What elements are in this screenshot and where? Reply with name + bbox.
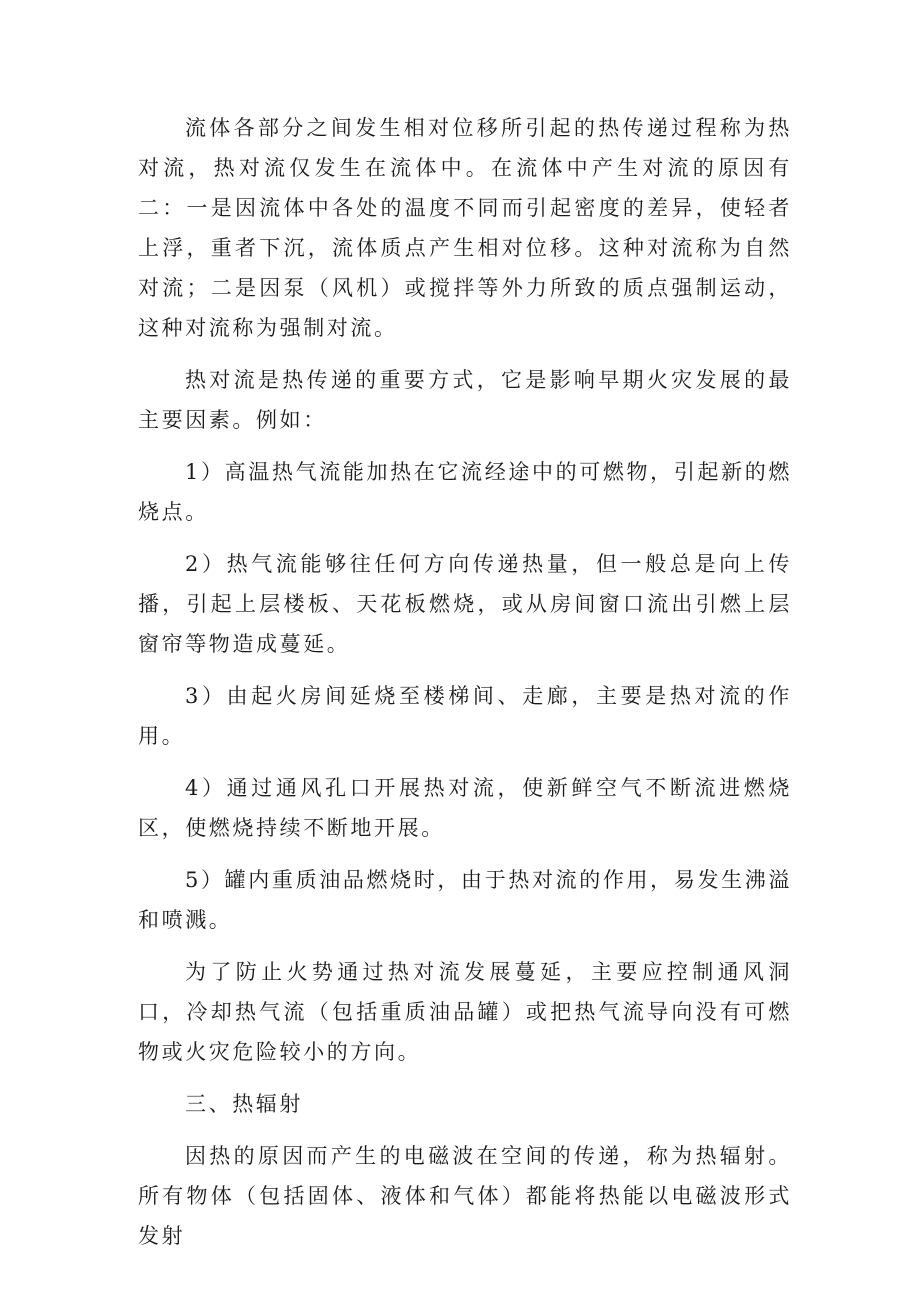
list-item-1: 1）高温热气流能加热在它流经途中的可燃物，引起新的燃烧点。 — [138, 460, 792, 524]
paragraph-convection-importance: 热对流是热传递的重要方式，它是影响早期火灾发展的最主要因素。例如： — [138, 368, 792, 432]
paragraph-heat-convection-definition: 流体各部分之间发生相对位移所引起的热传递过程称为热对流，热对流仅发生在流体中。在流体中产生对流的原因有二：一是因流体中各处的温度不同而引起密度的差异，使轻者上浮，重者下沉，流体质点产生相对位移。这种对流称为自然对流；二是因泵（风机）或搅拌等外力所致的质点强制运动，这种对流称为强制对流。 — [138, 116, 792, 340]
body-text — [138, 108, 792, 1268]
paragraph-heat-radiation-definition: 因热的原因而产生的电磁波在空间的传递，称为热辐射。所有物体（包括固体、液体和气体）都能将热能以电磁波形式发射 — [138, 1144, 792, 1248]
list-item-3: 3）由起火房间延烧至楼梯间、走廊，主要是热对流的作用。 — [138, 684, 792, 748]
paragraph-prevention: 为了防止火势通过热对流发展蔓延，主要应控制通风洞口，冷却热气流（包括重质油品罐）或把热气流导向没有可燃物或火灾危险较小的方向。 — [138, 960, 792, 1064]
list-item-4: 4）通过通风孔口开展热对流，使新鲜空气不断流进燃烧区，使燃烧持续不断地开展。 — [138, 776, 792, 840]
section-heading-heat-radiation: 三、热辐射 — [185, 1092, 303, 1116]
list-item-5: 5）罐内重质油品燃烧时，由于热对流的作用，易发生沸溢和喷溅。 — [138, 868, 792, 932]
list-item-2: 2）热气流能够往任何方向传递热量，但一般总是向上传播，引起上层楼板、天花板燃烧，或从房间窗口流出引燃上层窗帘等物造成蔓延。 — [138, 552, 792, 656]
